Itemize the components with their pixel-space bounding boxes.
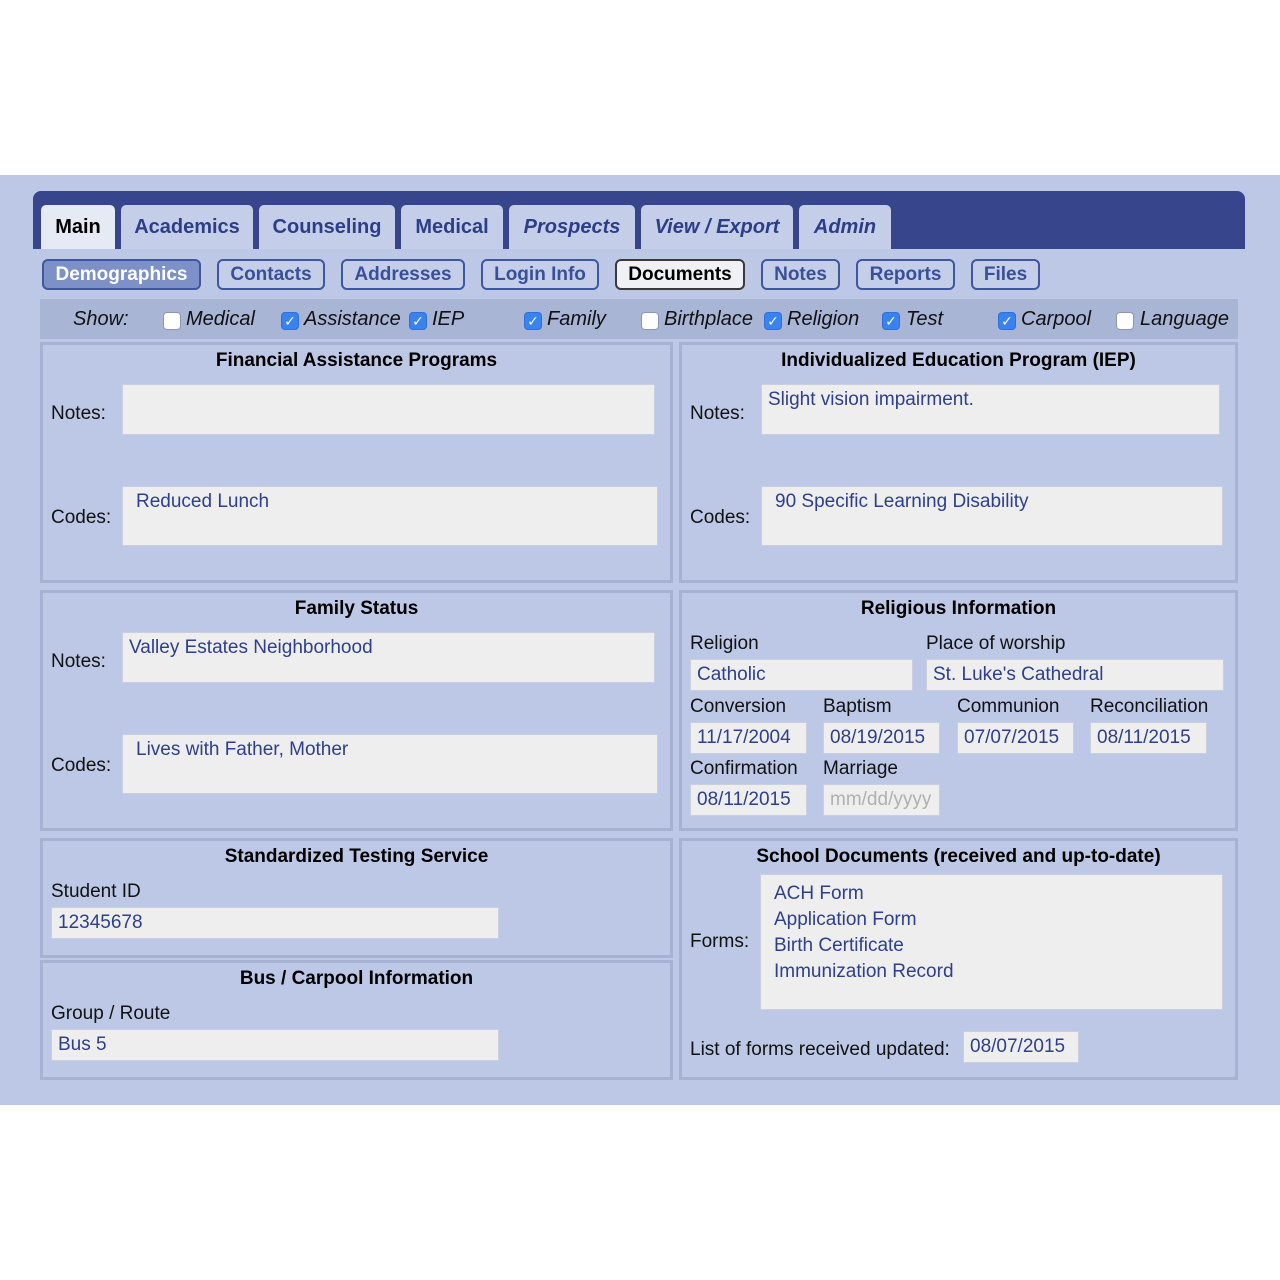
family-checkbox-label: Family <box>547 308 606 330</box>
financial-codes-field[interactable]: Reduced Lunch <box>122 486 658 546</box>
group-route-label: Group / Route <box>51 1003 171 1024</box>
test-checkbox-label: Test <box>906 308 944 330</box>
religion-checkbox[interactable]: ✓ <box>764 312 782 330</box>
subtab-reports[interactable]: Reports <box>856 259 955 290</box>
subtab-documents[interactable]: Documents <box>615 259 745 290</box>
bus-carpool-panel <box>40 960 673 1080</box>
assistance-checkbox[interactable]: ✓ <box>281 312 299 330</box>
religious-information-panel <box>679 590 1238 831</box>
subtab-notes[interactable]: Notes <box>761 259 840 290</box>
conversion-date-field[interactable]: 11/17/2004 <box>690 722 807 754</box>
family-status-title: Family Status <box>294 598 419 619</box>
religion-checkbox-label: Religion <box>787 308 860 330</box>
confirmation-date-field[interactable]: 08/11/2015 <box>690 784 807 816</box>
iep-codes-field[interactable]: 90 Specific Learning Disability <box>761 486 1223 546</box>
form-item[interactable]: Immunization Record <box>774 961 954 982</box>
tab-academics[interactable]: Academics <box>121 205 253 249</box>
group-route-field[interactable]: Bus 5 <box>51 1029 499 1061</box>
marriage-label: Marriage <box>823 758 898 779</box>
school-documents-panel <box>679 838 1238 1080</box>
carpool-checkbox[interactable]: ✓ <box>998 312 1016 330</box>
tab-prospects[interactable]: Prospects <box>509 205 635 249</box>
subtab-addresses[interactable]: Addresses <box>341 259 465 290</box>
family-codes-field[interactable]: Lives with Father, Mother <box>122 734 658 794</box>
tab-view-export[interactable]: View / Export <box>641 205 793 249</box>
baptism-date-field[interactable]: 08/19/2015 <box>823 722 940 754</box>
iep-panel <box>679 342 1238 583</box>
financial-assistance-title: Financial Assistance Programs <box>215 350 498 371</box>
show-filter-bar <box>40 299 1238 339</box>
religious-information-title: Religious Information <box>860 598 1057 619</box>
assistance-checkbox-label: Assistance <box>304 308 401 330</box>
financial-notes-label: Notes: <box>51 403 106 424</box>
communion-label: Communion <box>957 696 1060 717</box>
subtab-files[interactable]: Files <box>971 259 1040 290</box>
main-tab-bar <box>33 191 1245 249</box>
forms-updated-date-field[interactable]: 08/07/2015 <box>963 1031 1079 1063</box>
iep-notes-label: Notes: <box>690 403 745 424</box>
iep-title: Individualized Education Program (IEP) <box>781 350 1136 371</box>
forms-label: Forms: <box>690 931 750 952</box>
confirmation-label: Confirmation <box>690 758 798 779</box>
language-checkbox[interactable] <box>1116 312 1134 330</box>
financial-codes-label: Codes: <box>51 507 112 528</box>
language-checkbox-label: Language <box>1140 308 1229 330</box>
medical-checkbox[interactable] <box>163 312 181 330</box>
iep-checkbox-label: IEP <box>432 308 465 330</box>
conversion-label: Conversion <box>690 696 787 717</box>
form-item[interactable]: ACH Form <box>774 883 864 904</box>
reconciliation-date-field[interactable]: 08/11/2015 <box>1090 722 1207 754</box>
place-of-worship-label: Place of worship <box>926 633 1066 654</box>
religion-field[interactable]: Catholic <box>690 659 913 691</box>
financial-notes-field[interactable] <box>122 384 655 435</box>
iep-notes-field[interactable]: Slight vision impairment. <box>761 384 1220 435</box>
birthplace-checkbox[interactable] <box>641 312 659 330</box>
reconciliation-label: Reconciliation <box>1090 696 1209 717</box>
subtab-contacts[interactable]: Contacts <box>217 259 325 290</box>
forms-updated-label: List of forms received updated: <box>690 1039 950 1060</box>
test-checkbox[interactable]: ✓ <box>882 312 900 330</box>
subtab-demographics[interactable]: Demographics <box>42 259 201 290</box>
bus-carpool-title: Bus / Carpool Information <box>239 968 474 989</box>
form-item[interactable]: Birth Certificate <box>774 935 904 956</box>
tab-counseling[interactable]: Counseling <box>259 205 395 249</box>
student-id-label: Student ID <box>51 881 141 902</box>
standardized-testing-title: Standardized Testing Service <box>224 846 489 867</box>
show-label: Show: <box>73 308 129 330</box>
baptism-label: Baptism <box>823 696 892 717</box>
app-window <box>0 175 1280 1105</box>
medical-checkbox-label: Medical <box>186 308 255 330</box>
form-item[interactable]: Application Form <box>774 909 917 930</box>
tab-medical[interactable]: Medical <box>401 205 503 249</box>
iep-checkbox[interactable]: ✓ <box>409 312 427 330</box>
family-notes-field[interactable]: Valley Estates Neighborhood <box>122 632 655 683</box>
subtab-login-info[interactable]: Login Info <box>481 259 599 290</box>
student-id-field[interactable]: 12345678 <box>51 907 499 939</box>
financial-assistance-panel <box>40 342 673 583</box>
birthplace-checkbox-label: Birthplace <box>664 308 753 330</box>
family-status-panel <box>40 590 673 831</box>
school-documents-title: School Documents (received and up-to-date) <box>756 846 1161 867</box>
family-codes-label: Codes: <box>51 755 112 776</box>
standardized-testing-panel <box>40 838 673 958</box>
forms-list[interactable] <box>760 874 1223 1010</box>
marriage-date-field[interactable]: mm/dd/yyyy <box>823 784 940 816</box>
tab-admin[interactable]: Admin <box>799 205 891 249</box>
carpool-checkbox-label: Carpool <box>1021 308 1092 330</box>
tab-main[interactable]: Main <box>41 205 115 249</box>
family-checkbox[interactable]: ✓ <box>524 312 542 330</box>
communion-date-field[interactable]: 07/07/2015 <box>957 722 1074 754</box>
place-of-worship-field[interactable]: St. Luke's Cathedral <box>926 659 1224 691</box>
iep-codes-label: Codes: <box>690 507 751 528</box>
family-notes-label: Notes: <box>51 651 106 672</box>
religion-label: Religion <box>690 633 759 654</box>
